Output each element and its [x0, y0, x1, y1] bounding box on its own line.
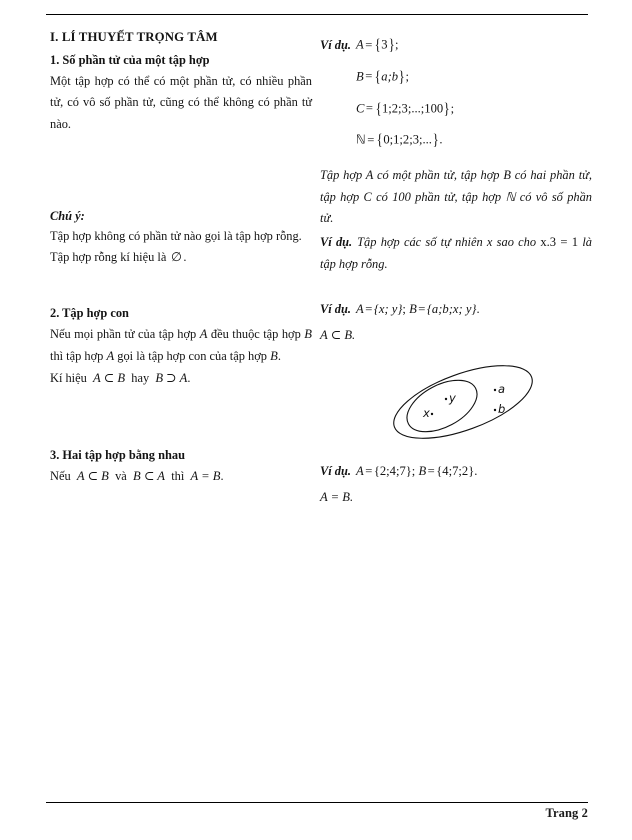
header-rule: [46, 14, 588, 15]
s2-var-a: A: [199, 327, 208, 342]
section-2-heading: 2. Tập hợp con: [50, 306, 129, 321]
note-line-2-text: Tập hợp rỗng kí hiệu là: [50, 250, 167, 265]
ex3-end: .: [476, 302, 480, 317]
empty-set-icon: ∅: [170, 250, 182, 265]
notation-superset: B ⊃ A: [155, 370, 188, 385]
ex3-a-set: {x; y}: [373, 302, 403, 317]
eq1-end: ;: [395, 37, 399, 52]
ex3-a-eq: =: [365, 302, 373, 317]
eq1-op: =: [365, 37, 373, 52]
example-4-conclusion: [320, 485, 592, 511]
venn-label-x: x: [423, 405, 430, 420]
venn-point-a: [494, 382, 505, 396]
section-1-heading: 1. Số phần tử của một tập hợp: [50, 52, 210, 67]
ex3-b-lhs: B: [409, 302, 417, 317]
eq1-body: 3: [381, 37, 388, 52]
notation-label: Kí hiệu: [50, 370, 87, 385]
note-line-2-period: .: [183, 250, 187, 265]
ex3-b-eq: =: [418, 302, 426, 317]
footer-page-number: Trang 2: [545, 806, 588, 820]
eq4-op: =: [367, 132, 375, 147]
ex4-b-eq: =: [427, 463, 435, 478]
example-2: [320, 232, 592, 275]
eq3-op: =: [365, 101, 374, 116]
ex4-a-set: {2;4;7}: [373, 463, 412, 478]
eq1-close-brace: }: [388, 37, 395, 54]
eq4-body: 0;1;2;3;...: [383, 132, 432, 147]
s3-then: thì: [171, 469, 185, 484]
s3-conj: và: [115, 469, 127, 484]
s2-text-3: thì tập hợp: [50, 348, 104, 363]
example-2-text-after: là tập hợp rỗng.: [320, 234, 592, 271]
example-3-line-1: [320, 297, 592, 323]
spacer-1: [50, 135, 312, 209]
venn-point-x: [422, 406, 433, 420]
section-3-body: [50, 466, 312, 488]
note-line-1: Tập hợp không có phần tử nào gọi là tập hợp rỗng.: [50, 229, 302, 244]
example-3-conclusion: [320, 323, 592, 349]
ex3-b-set: {a;b;x; y}: [426, 302, 477, 317]
spacer-2: [50, 269, 312, 305]
notation-conj: hay: [131, 370, 150, 385]
venn-outer-set-b: [385, 359, 541, 445]
eq4-close-brace: }: [432, 132, 439, 150]
eq4-lhs-natural-numbers: ℕ: [356, 132, 366, 147]
example-2-expression: x.3 = 1: [540, 234, 579, 249]
s2-text-1: Nếu mọi phần tử của tập hợp: [50, 327, 197, 342]
section-2-body: [50, 324, 312, 367]
s2-var-b: B: [304, 327, 312, 342]
s2-text-4: gọi là tập hợp con của tập hợp: [117, 348, 267, 363]
s2-text-2: đều thuộc tập hợp: [210, 327, 301, 342]
s3-period: .: [220, 469, 224, 484]
venn-diagram-svg: [320, 359, 592, 445]
example-1-line-3: [320, 94, 592, 126]
eq4-open-brace: {: [376, 132, 383, 150]
eq3-end: ;: [450, 101, 455, 116]
section-3-heading: 3. Hai tập hợp bằng nhau: [50, 448, 185, 463]
venn-label-a: a: [498, 381, 506, 396]
note-line-2: [50, 247, 312, 269]
s2-var-b2: B: [270, 348, 278, 363]
ex4-a-eq: =: [365, 463, 373, 478]
left-column: [50, 30, 312, 488]
spacer-3: [50, 389, 312, 447]
ex4-end: .: [474, 463, 478, 478]
notation-period: .: [187, 370, 191, 385]
ex3-sep: ;: [402, 302, 406, 317]
eq2-body: a;b: [381, 69, 399, 84]
venn-diagram: [320, 359, 592, 445]
example-2-label: Ví dụ.: [320, 234, 353, 249]
section-1-body: Một tập hợp có thể có một phần tử, có nhiều phần tử, có vô số phần tử, cũng có thể không có phần tử nào.: [50, 74, 312, 131]
eq2-op: =: [365, 69, 373, 84]
page-title: I. LÍ THUYẾT TRỌNG TÂM: [50, 30, 218, 44]
example-1-explanation: Tập hợp A có một phần tử, tập hợp B có hai phần tử, tập hợp C có 100 phần tử, tập hợp ℕ có vô số phần tử.: [320, 168, 592, 226]
eq2-close-brace: }: [398, 68, 405, 86]
note-label: Chú ý:: [50, 209, 85, 224]
s3-cond-2: B ⊂ A: [132, 469, 165, 484]
example-1-line-4: [320, 125, 592, 157]
eq2-lhs: B: [356, 69, 364, 84]
eq3-open-brace: {: [375, 100, 382, 118]
eq3-close-brace: }: [443, 100, 450, 118]
eq2-end: ;: [405, 69, 410, 84]
example-1-label: Ví dụ.: [320, 37, 351, 52]
example-1-line-1: [320, 30, 592, 62]
s3-cond-1: A ⊂ B: [76, 469, 109, 484]
venn-point-b: [494, 402, 506, 416]
footer-rule: [46, 802, 588, 803]
section-2-notation: [50, 368, 312, 390]
eq2-open-brace: {: [374, 68, 381, 86]
ex4-b-lhs: B: [418, 463, 427, 478]
eq3-body: 1;2;3;...;100: [381, 101, 444, 116]
ex3-a-lhs: A: [356, 302, 364, 317]
example-2-text-before: Tập hợp các số tự nhiên x sao cho: [357, 234, 537, 249]
eq1-lhs: A: [356, 37, 364, 52]
example-3-label: Ví dụ.: [320, 302, 351, 317]
ex4-a-lhs: A: [356, 463, 364, 478]
right-column: [320, 30, 592, 511]
ex4-conclusion-text: A = B.: [320, 489, 354, 504]
eq1-open-brace: {: [374, 37, 381, 54]
venn-point-y: [445, 391, 456, 405]
eq4-end: .: [439, 132, 443, 147]
ex3-conclusion-text: A ⊂ B.: [320, 328, 356, 343]
ex4-sep: ;: [411, 463, 416, 478]
venn-label-y: y: [449, 390, 456, 405]
example-4-label: Ví dụ.: [320, 463, 351, 478]
s3-prefix: Nếu: [50, 469, 71, 484]
ex4-b-set: {4;7;2}: [436, 463, 475, 478]
eq3-lhs: C: [356, 101, 365, 116]
example-4-line-1: [320, 459, 592, 485]
venn-label-b: b: [498, 401, 506, 416]
s2-period: .: [277, 348, 281, 363]
s3-result: A = B: [190, 469, 221, 484]
example-1-line-2: [320, 62, 592, 94]
notation-subset: A ⊂ B: [93, 370, 126, 385]
s2-var-a2: A: [106, 348, 115, 363]
